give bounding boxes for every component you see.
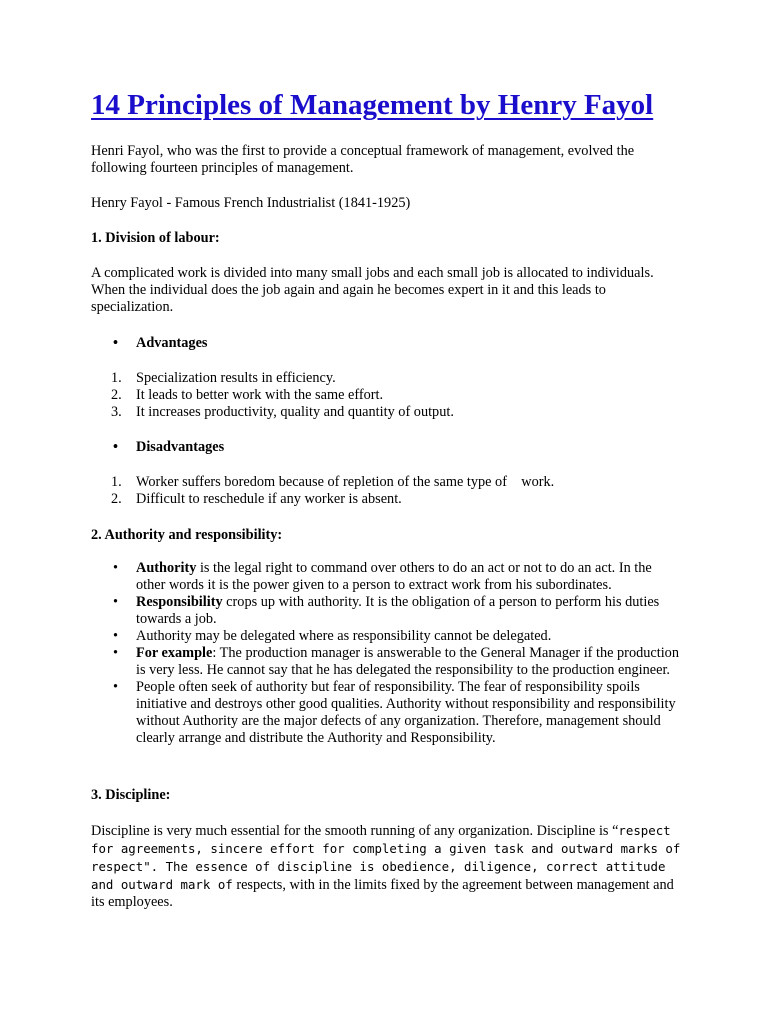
list-item bbox=[91, 594, 681, 628]
list-item bbox=[91, 679, 681, 747]
list-item bbox=[91, 491, 691, 508]
section3-heading: 3. Discipline: bbox=[91, 787, 171, 803]
list-item-text: Specialization results in efficiency. bbox=[136, 370, 336, 386]
intro-paragraph: Henri Fayol, who was the first to provide a conceptual framework of management, evolved the following fourteen principles of management. bbox=[91, 143, 635, 176]
list-number: 2. bbox=[111, 387, 122, 403]
section1-body: A complicated work is divided into many small jobs and each small job is allocated to individuals. When the individual does the job again and again he becomes expert in it and this leads to specialization. bbox=[91, 265, 654, 315]
disadvantages-label: • Disadvantages bbox=[91, 439, 691, 456]
list-item-text: Difficult to reschedule if any worker is absent. bbox=[136, 491, 402, 507]
term-responsibility: Responsibility bbox=[136, 594, 223, 610]
list-item-text: Worker suffers boredom because of repletion of the same type of work. bbox=[136, 474, 555, 490]
advantages-label: • Advantages bbox=[91, 335, 691, 352]
advantages-bullet bbox=[91, 335, 691, 352]
list-item-text: Authority may be delegated where as responsibility cannot be delegated. bbox=[136, 628, 552, 644]
subtitle-paragraph: Henry Fayol - Famous French Industrialist (1841-1925) bbox=[91, 195, 411, 211]
disadvantages-list bbox=[91, 474, 691, 508]
section3-body bbox=[91, 822, 681, 911]
list-item bbox=[91, 474, 691, 491]
list-item bbox=[91, 645, 681, 679]
list-item-text: It leads to better work with the same effort. bbox=[136, 387, 384, 403]
list-item-text: It increases productivity, quality and quantity of output. bbox=[136, 404, 454, 420]
list-item bbox=[91, 560, 681, 594]
list-item bbox=[91, 404, 691, 421]
list-number: 3. bbox=[111, 404, 122, 420]
disadvantages-bullet bbox=[91, 439, 691, 456]
term-for-example: For example bbox=[136, 645, 213, 661]
list-item bbox=[91, 387, 691, 404]
list-number: 1. bbox=[111, 474, 122, 490]
section1-heading: 1. Division of labour: bbox=[91, 230, 220, 246]
list-number: 2. bbox=[111, 491, 122, 507]
term-authority: Authority bbox=[136, 560, 197, 576]
section3-text-a: Discipline is very much essential for the smooth running of any organization. Discipline is “ bbox=[91, 823, 619, 839]
page-title[interactable]: 14 Principles of Management by Henry Fayol bbox=[91, 89, 654, 121]
section3-quote: respect for agreements, sincere effort for completing a given task and outward marks of respect". The essence of discipline is obedience, diligence, correct attitude and outward mark of bbox=[91, 823, 681, 892]
advantages-list bbox=[91, 370, 691, 421]
list-item-text: is the legal right to command over others to do an act or not to do an act. In the other words it is the power given to a person to extract work from his subordinates. bbox=[136, 560, 652, 593]
section2-heading: 2. Authority and responsibility: bbox=[91, 527, 283, 543]
list-number: 1. bbox=[111, 370, 122, 386]
list-item bbox=[91, 628, 681, 645]
list-item-text: : The production manager is answerable to the General Manager if the production is very less. He cannot say that he has delegated the responsibility to the production engineer. bbox=[136, 645, 679, 678]
section3-text-b: respects, with in the limits fixed by the agreement between management and its employees. bbox=[91, 877, 674, 910]
section2-list bbox=[91, 560, 681, 747]
list-item bbox=[91, 370, 691, 387]
list-item-text: crops up with authority. It is the obligation of a person to perform his duties towards a job. bbox=[136, 594, 660, 627]
list-item-text: People often seek of authority but fear of responsibility. The fear of responsibility spoils initiative and destroys other good qualities. Authority without responsibility and responsibility without Authority are the major defects of any organization. Therefore, management should clearly arrange and distribute the Authority and Responsibility. bbox=[136, 679, 676, 746]
